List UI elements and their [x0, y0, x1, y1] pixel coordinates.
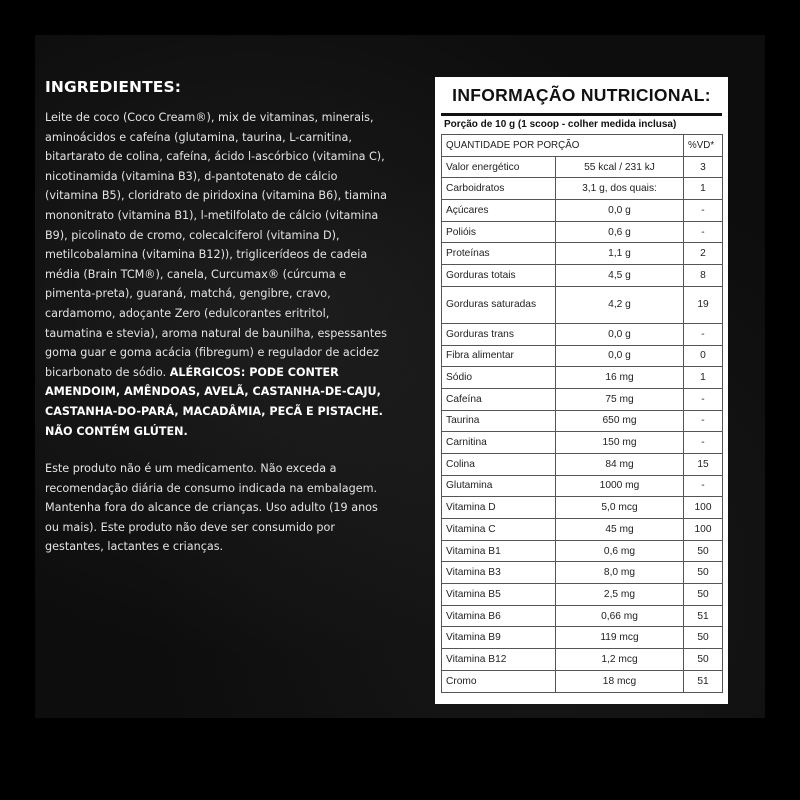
nutrient-value: 1,2 mcg: [556, 649, 684, 671]
nutrition-row: [442, 519, 723, 541]
nutrient-value: 0,0 g: [556, 200, 684, 222]
nutrition-row: [442, 221, 723, 243]
nutrient-value: 5,0 mcg: [556, 497, 684, 519]
nutrient-dv: -: [684, 323, 723, 345]
nutrient-value: 0,0 g: [556, 345, 684, 367]
nutrient-name: Açúcares: [442, 200, 556, 222]
nutrient-name: Vitamina B5: [442, 584, 556, 606]
nutrient-value: 8,0 mg: [556, 562, 684, 584]
nutrient-name: Proteínas: [442, 243, 556, 265]
nutrient-dv: -: [684, 432, 723, 454]
nutrient-dv: 1: [684, 178, 723, 200]
nutrition-row: [442, 200, 723, 222]
nutrition-row: [442, 156, 723, 178]
ingredients-section: [45, 78, 390, 557]
nutrition-row: [442, 497, 723, 519]
nutrient-value: 0,6 g: [556, 221, 684, 243]
nutrition-row: [442, 178, 723, 200]
nutrition-row: [442, 432, 723, 454]
nutrient-dv: 50: [684, 562, 723, 584]
nutrient-dv: -: [684, 200, 723, 222]
nutrient-value: 4,2 g: [556, 286, 684, 323]
nutrition-facts-card: [435, 77, 728, 704]
nutrient-value: 2,5 mg: [556, 584, 684, 606]
nutrient-name: Carnitina: [442, 432, 556, 454]
nutrient-name: Colina: [442, 453, 556, 475]
nutrition-row: [442, 243, 723, 265]
nutrient-value: 4,5 g: [556, 265, 684, 287]
nutrient-dv: 15: [684, 453, 723, 475]
nutrition-row: [442, 605, 723, 627]
serving-size: Porção de 10 g (1 scoop - colher medida inclusa): [441, 113, 722, 133]
nutrient-name: Vitamina B1: [442, 540, 556, 562]
allergens-text: ALÉRGICOS: PODE CONTER AMENDOIM, AMÊNDOAS, AVELÃ, CASTANHA-DE-CAJU, CASTANHA-DO-PARÁ, MACADÂMIA, PECÃ E PISTACHE. NÃO CONTÉM GLÚTEN.: [45, 365, 383, 438]
nutrient-dv: 50: [684, 540, 723, 562]
nutrition-row: [442, 584, 723, 606]
nutrition-row: [442, 562, 723, 584]
nutrient-name: Gorduras totais: [442, 265, 556, 287]
nutrient-name: Taurina: [442, 410, 556, 432]
nutrient-name: Cromo: [442, 670, 556, 692]
nutrition-table: [441, 134, 723, 693]
nutrient-dv: -: [684, 221, 723, 243]
nutrition-row: [442, 410, 723, 432]
nutrient-name: Vitamina B6: [442, 605, 556, 627]
nutrient-name: Vitamina B3: [442, 562, 556, 584]
nutrient-name: Vitamina B9: [442, 627, 556, 649]
nutrient-value: 1000 mg: [556, 475, 684, 497]
nutrition-title: INFORMAÇÃO NUTRICIONAL:: [452, 85, 711, 105]
nutrient-dv: -: [684, 410, 723, 432]
nutrient-dv: 51: [684, 670, 723, 692]
nutrient-dv: 50: [684, 584, 723, 606]
nutrient-value: 1,1 g: [556, 243, 684, 265]
nutrition-row: [442, 453, 723, 475]
nutrition-row: [442, 627, 723, 649]
nutrition-row: [442, 345, 723, 367]
nutrient-value: 0,0 g: [556, 323, 684, 345]
nutrient-value: 0,6 mg: [556, 540, 684, 562]
nutrition-row: [442, 265, 723, 287]
nutrient-dv: -: [684, 388, 723, 410]
nutrient-dv: 50: [684, 627, 723, 649]
nutrient-dv: 100: [684, 497, 723, 519]
nutrient-name: Glutamina: [442, 475, 556, 497]
nutrition-row: [442, 540, 723, 562]
nutrient-dv: -: [684, 475, 723, 497]
nutrition-row: [442, 323, 723, 345]
nutrient-name: Vitamina C: [442, 519, 556, 541]
header-quantity: QUANTIDADE POR PORÇÃO: [442, 135, 684, 157]
header-dv: %VD*: [684, 135, 723, 157]
nutrient-value: 18 mcg: [556, 670, 684, 692]
nutrient-value: 55 kcal / 231 kJ: [556, 156, 684, 178]
nutrient-dv: 51: [684, 605, 723, 627]
nutrient-dv: 3: [684, 156, 723, 178]
nutrient-value: 0,66 mg: [556, 605, 684, 627]
nutrient-name: Carboidratos: [442, 178, 556, 200]
nutrient-name: Cafeína: [442, 388, 556, 410]
nutrient-name: Sódio: [442, 367, 556, 389]
nutrient-name: Gorduras trans: [442, 323, 556, 345]
nutrition-row: [442, 670, 723, 692]
nutrient-name: Polióis: [442, 221, 556, 243]
nutrient-name: Vitamina B12: [442, 649, 556, 671]
nutrient-value: 16 mg: [556, 367, 684, 389]
nutrient-name: Vitamina D: [442, 497, 556, 519]
nutrient-dv: 8: [684, 265, 723, 287]
nutrition-header-row: [442, 135, 723, 157]
nutrient-value: 150 mg: [556, 432, 684, 454]
nutrition-row: [442, 388, 723, 410]
ingredients-title: INGREDIENTES:: [45, 78, 182, 96]
nutrient-value: 45 mg: [556, 519, 684, 541]
nutrient-value: 650 mg: [556, 410, 684, 432]
nutrient-value: 3,1 g, dos quais:: [556, 178, 684, 200]
nutrient-dv: 0: [684, 345, 723, 367]
nutrient-dv: 100: [684, 519, 723, 541]
ingredients-body: Leite de coco (Coco Cream®), mix de vitaminas, minerais, aminoácidos e cafeína (glutamina, taurina, L-carnitina, bitartarato de colina, cafeína, ácido l-ascórbico (vitamina C), nicotinamida (vitamina B3), d-pantotenato de cálcio (vitamina B5), cloridrato de piridoxina (vitamina B6), tiamina mononitrato (vitamina B1), l-metilfolato de cálcio (vitamina B9), picolinato de cromo, colecalciferol (vitamina D), metilcobalamina (vitamina B12)), triglicerídeos de cadeia média (Brain TCM®), canela, Curcumax® (cúrcuma e pimenta-preta), guaraná, matchá, gengibre, cravo, cardamomo, adoçante Zero (edulcorantes eritritol, taumatina e stevia), aroma natural de baunilha, espessantes goma guar e goma acácia (fibregum) e regulador de acidez bicarbonato de sódio.: [45, 111, 387, 379]
nutrient-dv: 19: [684, 286, 723, 323]
nutrition-row: [442, 367, 723, 389]
nutrient-value: 75 mg: [556, 388, 684, 410]
nutrient-value: 119 mcg: [556, 627, 684, 649]
nutrition-rows: [442, 156, 723, 692]
nutrient-dv: 50: [684, 649, 723, 671]
warning-text: Este produto não é um medicamento. Não exceda a recomendação diária de consumo indicada na embalagem. Mantenha fora do alcance de crianças. Uso adulto (19 anos ou mais). Este produto não deve ser consumido por gestantes, lactantes e crianças.: [45, 462, 378, 554]
nutrient-dv: 1: [684, 367, 723, 389]
nutrition-row: [442, 649, 723, 671]
nutrient-value: 84 mg: [556, 453, 684, 475]
nutrient-name: Fibra alimentar: [442, 345, 556, 367]
nutrition-row: [442, 286, 723, 323]
nutrient-name: Valor energético: [442, 156, 556, 178]
ingredients-text: [45, 108, 390, 441]
nutrient-dv: 2: [684, 243, 723, 265]
nutrient-name: Gorduras saturadas: [442, 286, 556, 323]
nutrition-row: [442, 475, 723, 497]
